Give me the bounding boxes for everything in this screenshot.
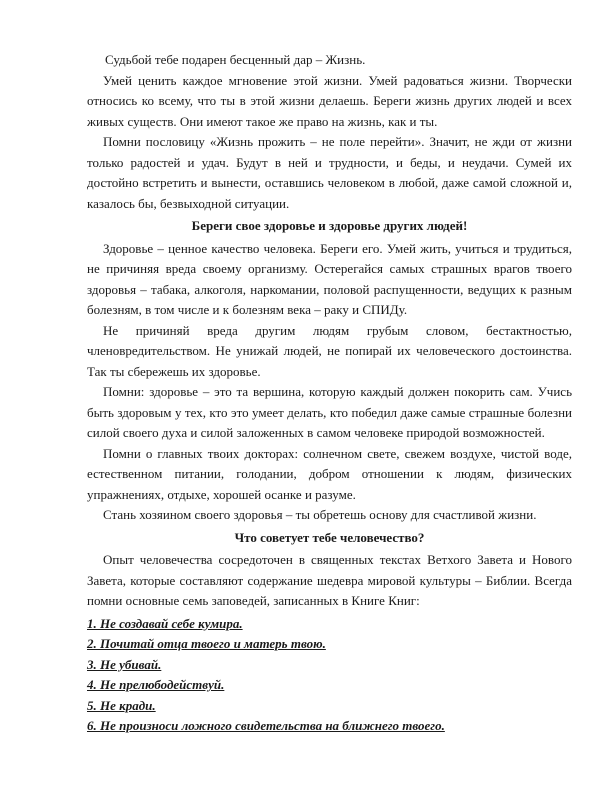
commandment-item: 1. Не создавай себе кумира. bbox=[87, 615, 243, 631]
document-body bbox=[87, 50, 572, 737]
commandment-item: 5. Не кради. bbox=[87, 697, 156, 713]
health-paragraph: Здоровье – ценное качество человека. Береги его. Умей жить, учиться и трудиться, не причиняя вреда своему организму. Остерегайся самых страшных врагов твоего здоровья – табака, алкоголя, наркомании, половой распущенности, ведущих к разным болезням, в том числе и к болезням века – раку и СПИДу. bbox=[87, 240, 572, 317]
commandment-item: 2. Почитай отца твоего и матерь твою. bbox=[87, 636, 326, 651]
health-paragraph: Не причиняй вреда другим людям грубым словом, бестактностью, членовредительством. Не унижай людей, не попирай их человеческого достоинства. Так ты сбережешь их здоровье. bbox=[87, 322, 572, 379]
health-paragraph: Стань хозяином своего здоровья – ты обретешь основу для счастливой жизни. bbox=[103, 507, 537, 522]
commandment-item: 6. Не произноси ложного свидетельства на ближнего твоего. bbox=[87, 718, 445, 733]
commandment-item: 4. Не прелюбодействуй. bbox=[87, 677, 225, 692]
commandments-list bbox=[87, 614, 572, 737]
humanity-paragraph: Опыт человечества сосредоточен в священных текстах Ветхого Завета и Нового Завета, которые составляют содержание шедевра мировой культуры – Библии. Всегда помни основные семь заповедей, записанных в Книге Книг: bbox=[87, 552, 572, 608]
intro-paragraph: Помни пословицу «Жизнь прожить – не поле перейти». Значит, не жди от жизни только радостей и удач. Будут в ней и трудности, и беды, и неудачи. Сумей их достойно встретить и вынести, оставшись человеком в любой, даже самой сложной и, казалось бы, безвыходной ситуации. bbox=[87, 134, 572, 211]
intro-paragraph: Судьбой тебе подарен бесценный дар – Жизнь. bbox=[105, 52, 366, 67]
intro-paragraph: Умей ценить каждое мгновение этой жизни. Умей радоваться жизни. Творчески относись ко всему, что ты в этой жизни делаешь. Береги жизнь других людей и всех живых существ. Они имеют такое же право на жизнь, как и ты. bbox=[87, 72, 572, 129]
health-heading: Береги свое здоровье и здоровье других людей! bbox=[191, 218, 468, 233]
humanity-heading: Что советует тебе человечество? bbox=[234, 529, 425, 545]
health-paragraph: Помни о главных твоих докторах: солнечном свете, свежем воздухе, чистой воде, естественном питании, голодании, добром отношении к людям, физических упражнениях, отдыхе, хорошей осанке и разуме. bbox=[87, 445, 572, 502]
commandment-item: 3. Не убивай. bbox=[87, 656, 162, 672]
health-paragraph: Помни: здоровье – это та вершина, которую каждый должен покорить сам. Учись быть здоровым у тех, кто это умеет делать, кто победил даже самые страшные болезни силой своего духа и силой заложенных в самом человеке природой возможностей. bbox=[87, 384, 572, 440]
